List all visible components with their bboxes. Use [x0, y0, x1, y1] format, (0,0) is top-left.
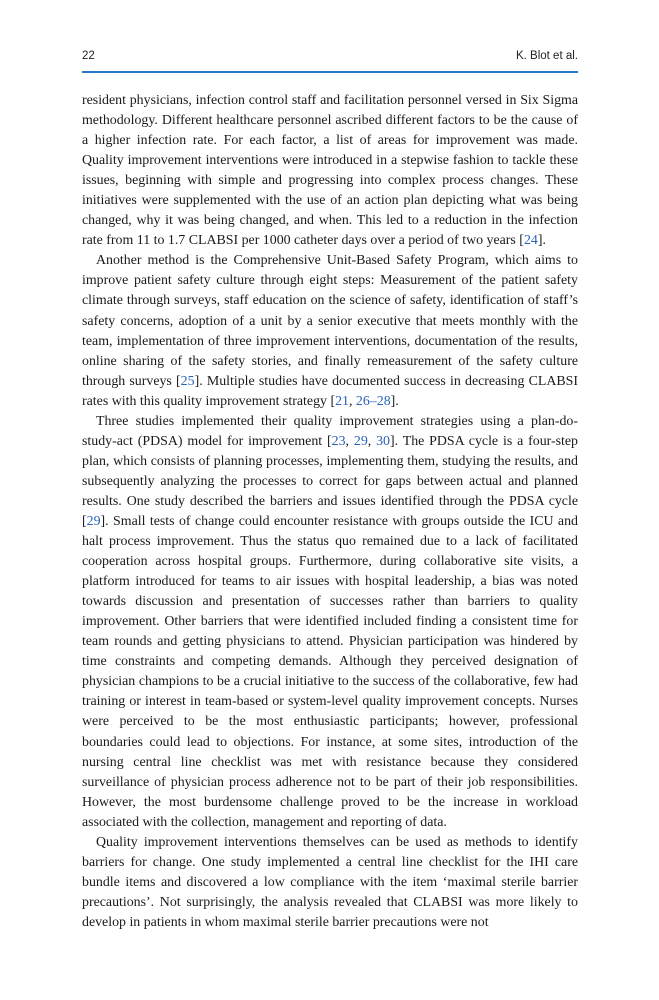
running-head-author: K. Blot et al. [515, 50, 578, 62]
paragraph-text: Quality improvement interventions themselves can be used as methods to identify barriers for change. One study implemented a central line checklist for the IHI care bundle items and discovered a low compliance with the item ‘maximal sterile barrier precautions’. Not surprisingly, the analysis revealed that CLABSI was more likely to develop in patients in whom maximal sterile barrier precautions were not [82, 834, 578, 930]
paragraph-text: resident physicians, infection control staff and facilitation personnel versed in Six Sigma methodology. Different healthcare personnel ascribed different factors to be the cause of a higher infection rate. For each factor, a list of areas for improvement was made. Quality improvement interventions were introduced in a stepwise fashion to tackle these issues, beginning with simple and progressing into complex process changes. These initiatives were supplemented with the use of an action plan depicting what was being changed, why it was being changed, and when. This led to a reduction in the infection rate from 11 to 1.7 CLABSI per 1000 catheter days over a period of two years [ [82, 93, 578, 249]
paragraph-text: , [367, 433, 377, 449]
citation-link[interactable]: 24 [523, 233, 538, 249]
paragraph-text: Three studies implemented their quality improvement strategies using a plan-do-study-act (PDSA) model for improvement [ [82, 413, 578, 449]
body-text [82, 91, 578, 933]
header-rule [82, 71, 578, 73]
citation-link[interactable]: 26–28 [355, 393, 391, 409]
citation-link[interactable]: 29 [353, 433, 368, 449]
paragraph-text: , [345, 433, 354, 449]
running-head [82, 50, 578, 72]
paragraph-text: ]. Small tests of change could encounter resistance with groups outside the ICU and halt process improvement. Thus the status quo remained due to a lack of facilitated cooperation across hospital groups. Furthermore, during collaborative site visits, a platform introduced for teams to air issues with hospital leadership, a bias was noted towards discussion and presentation of successes rather than barriers to quality improvement. Other barriers that were identified included finding a consistent time for team rounds and getting physicians to attend. Physician participation was hindered by time constraints and competing demands. Although they perceived designation of physician champions to be a crucial initiative to the success of the collaborative, few had training or interest in team-based or system-level quality improvement concepts. Nurses were perceived to be the most enthusiastic participants; however, professional boundaries could lead to objections. For instance, at some sites, introduction of the nursing central line checklist was met with resistance because they considered surveillance of physician process adherence not to be part of their job responsibilities. However, the most burdensome challenge proved to be the increase in workload associated with the collection, management and reporting of data. [82, 513, 578, 830]
paragraph-text: ]. [537, 233, 546, 249]
page-number: 22 [82, 50, 95, 62]
paragraph-4 [82, 833, 578, 933]
paragraph-text: ]. The PDSA cycle is a four-step plan, which consists of planning processes, implementing them, studying the results, and subsequently analyzing the processes to correct for gaps between actual and planned results. One study described the barriers and issues identified through the PDSA cycle [ [82, 433, 578, 529]
citation-link[interactable]: 25 [180, 373, 195, 389]
paragraph-text: ]. [390, 393, 399, 409]
paragraph-text: ]. Multiple studies have documented success in decreasing CLABSI rates with this quality improvement strategy [ [82, 373, 578, 409]
citation-link[interactable]: 30 [376, 433, 390, 449]
paragraph-text: , [348, 393, 356, 409]
paragraph-3 [82, 412, 578, 833]
paragraph-text: Another method is the Comprehensive Unit-Based Safety Program, which aims to improve patient safety culture through eight steps: Measurement of the patient safety climate through surveys, staff education on the science of safety, identification of staff’s safety concerns, adoption of a unit by a senior executive that meets monthly with the team, implementation of three improvement interventions, documentation of the results, online sharing of the safety stories, and finally remeasurement of the safety culture through surveys [ [82, 253, 578, 389]
paragraph-2 [82, 251, 578, 411]
citation-link[interactable]: 29 [86, 513, 101, 529]
paragraph-1 [82, 91, 578, 251]
citation-link[interactable]: 23 [331, 433, 346, 449]
citation-link[interactable]: 21 [335, 393, 349, 409]
